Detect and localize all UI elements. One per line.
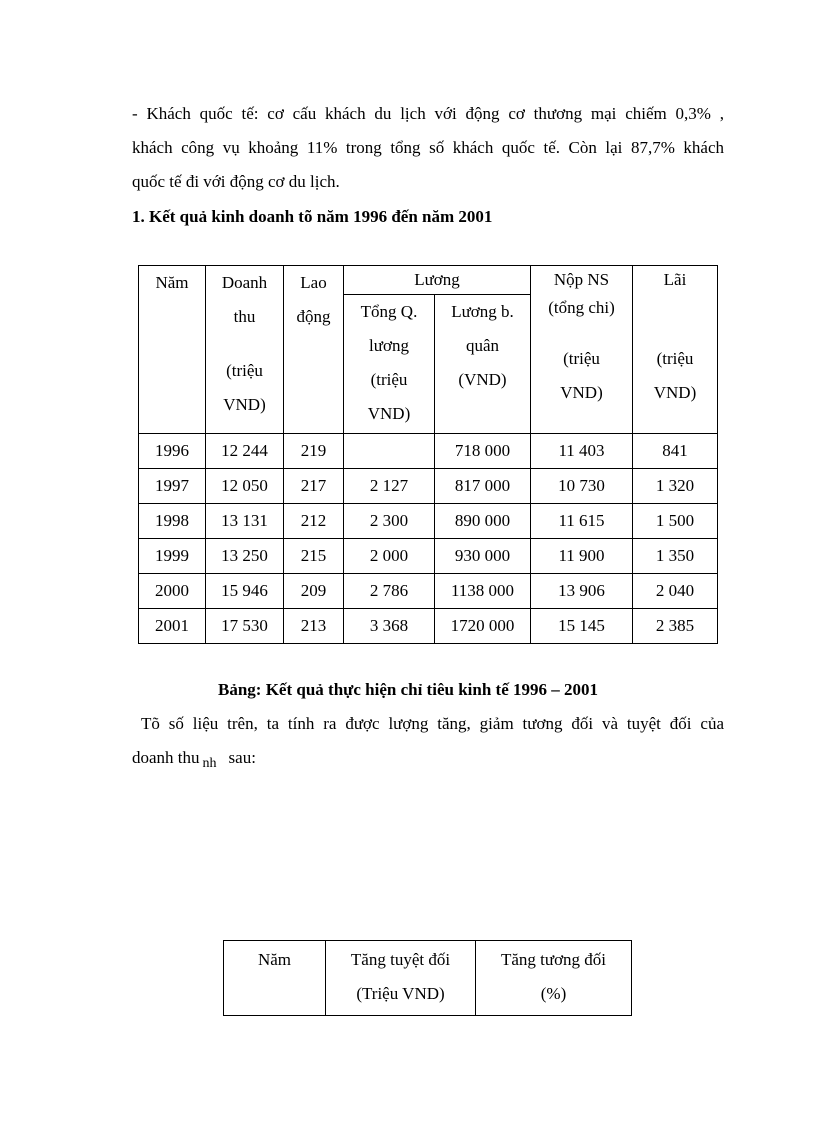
- header-lai-line: VND): [653, 383, 697, 402]
- table-cell: 11 900: [531, 539, 633, 574]
- business-results-table: [138, 265, 718, 644]
- table-row: [139, 469, 718, 504]
- header-nop-ns-line: Nộp NS: [553, 270, 610, 289]
- table-row: [139, 609, 718, 644]
- header-lao-dong-line: động: [296, 307, 331, 326]
- table-cell: 2 385: [633, 609, 718, 644]
- growth-header-relative-line: Tăng tương đối: [500, 950, 607, 969]
- header-nam: [139, 266, 206, 434]
- table-cell: 15 145: [531, 609, 633, 644]
- header-lao-dong: [284, 266, 344, 434]
- table-cell: 2 127: [344, 469, 435, 504]
- table-cell: 2 300: [344, 504, 435, 539]
- table-cell: 11 615: [531, 504, 633, 539]
- header-nop-ns-line: (tổng chi): [548, 298, 615, 317]
- header-lai-line: Lãi: [663, 270, 687, 289]
- header-luong-bq: [435, 295, 531, 434]
- intro-line-3: quốc tế đi với động cơ du lịch.: [132, 172, 340, 191]
- table-cell: 13 131: [206, 504, 284, 539]
- analysis-text-small: nh: [202, 756, 217, 771]
- analysis-text-b: sau:: [228, 748, 256, 767]
- intro-line-2: khách công vụ khoảng 11% trong tổng số khách quốc tế. Còn lại 87,7% khách: [132, 138, 724, 157]
- table-row: [139, 539, 718, 574]
- table-cell: 1138 000: [435, 574, 531, 609]
- table-caption: Bảng: Kết quả thực hiện chỉ tiêu kinh tế 1996 – 2001: [218, 680, 598, 699]
- table-cell: 11 403: [531, 434, 633, 469]
- intro-paragraph: [132, 97, 724, 199]
- table-cell: 13 250: [206, 539, 284, 574]
- table-cell: 841: [633, 434, 718, 469]
- header-tong-q-line: Tổng Q.: [360, 302, 418, 321]
- header-lao-dong-line: Lao: [300, 273, 327, 292]
- table-cell: 2000: [139, 574, 206, 609]
- growth-header-relative: [476, 941, 632, 1016]
- table-cell: 1998: [139, 504, 206, 539]
- table-cell: 10 730: [531, 469, 633, 504]
- table-cell: 209: [284, 574, 344, 609]
- growth-header-absolute-line: (Triệu VND): [356, 984, 445, 1003]
- growth-header-absolute: [326, 941, 476, 1016]
- table-cell: 15 946: [206, 574, 284, 609]
- growth-header-nam-text: Năm: [257, 950, 292, 969]
- header-doanh-thu-line: Doanh: [221, 273, 268, 292]
- header-luong-text: Lương: [414, 270, 460, 289]
- header-lai: [633, 266, 718, 434]
- table-row: [139, 434, 718, 469]
- table-cell: [344, 434, 435, 469]
- table-cell: 219: [284, 434, 344, 469]
- header-luong-bq-line: Lương b.: [451, 302, 514, 321]
- analysis-line-1: Tõ số liệu trên, ta tính ra được lượng tăng, giảm tương đối và tuyệt đối của: [141, 714, 724, 733]
- analysis-line-2: [132, 741, 724, 781]
- table-cell: 1996: [139, 434, 206, 469]
- table-cell: 718 000: [435, 434, 531, 469]
- table-cell: 3 368: [344, 609, 435, 644]
- table-cell: 12 244: [206, 434, 284, 469]
- header-luong-bq-line: quân: [465, 336, 500, 355]
- table-cell: 1 350: [633, 539, 718, 574]
- table-cell: 817 000: [435, 469, 531, 504]
- header-tong-q-luong: [344, 295, 435, 434]
- table-cell: 1 320: [633, 469, 718, 504]
- table-cell: 2 786: [344, 574, 435, 609]
- table-cell: 217: [284, 469, 344, 504]
- analysis-text-a: doanh thu: [132, 748, 200, 767]
- section-heading: 1. Kết quả kinh doanh tõ năm 1996 đến năm 2001: [132, 207, 493, 226]
- analysis-paragraph: [132, 707, 724, 781]
- table-cell: 1997: [139, 469, 206, 504]
- header-tong-q-line: (triệu: [370, 370, 408, 389]
- intro-line-1: - Khách quốc tế: cơ cấu khách du lịch với động cơ thương mại chiếm 0,3% ,: [132, 104, 724, 123]
- table-cell: 17 530: [206, 609, 284, 644]
- table-cell: 12 050: [206, 469, 284, 504]
- header-nam-text: Năm: [155, 273, 189, 292]
- header-nop-ns-line: VND): [560, 383, 603, 402]
- table-cell: 13 906: [531, 574, 633, 609]
- table-cell: 213: [284, 609, 344, 644]
- table-cell: 1999: [139, 539, 206, 574]
- table-cell: 1720 000: [435, 609, 531, 644]
- header-doanh-thu-line: VND): [223, 395, 266, 414]
- header-doanh-thu-line: (triệu: [226, 361, 263, 380]
- table-cell: 930 000: [435, 539, 531, 574]
- header-nop-ns: [531, 266, 633, 434]
- growth-header-absolute-line: Tăng tuyệt đối: [350, 950, 451, 969]
- table-row: [139, 574, 718, 609]
- table-cell: 2 040: [633, 574, 718, 609]
- table-cell: 212: [284, 504, 344, 539]
- header-tong-q-line: lương: [369, 336, 409, 355]
- growth-header-relative-line: (%): [540, 984, 567, 1003]
- growth-header-nam: [224, 941, 326, 1016]
- header-nop-ns-line: (triệu: [563, 349, 600, 368]
- table-cell: 2 000: [344, 539, 435, 574]
- growth-table: [223, 940, 632, 1016]
- header-tong-q-line: VND): [367, 404, 411, 423]
- header-luong-bq-line: (VND): [458, 370, 507, 389]
- table-row: [139, 504, 718, 539]
- header-luong: [344, 266, 531, 295]
- table-cell: 890 000: [435, 504, 531, 539]
- header-doanh-thu-line: thu: [233, 307, 256, 326]
- table-cell: 2001: [139, 609, 206, 644]
- table-cell: 1 500: [633, 504, 718, 539]
- table-cell: 215: [284, 539, 344, 574]
- header-doanh-thu: [206, 266, 284, 434]
- header-lai-line: (triệu: [656, 349, 694, 368]
